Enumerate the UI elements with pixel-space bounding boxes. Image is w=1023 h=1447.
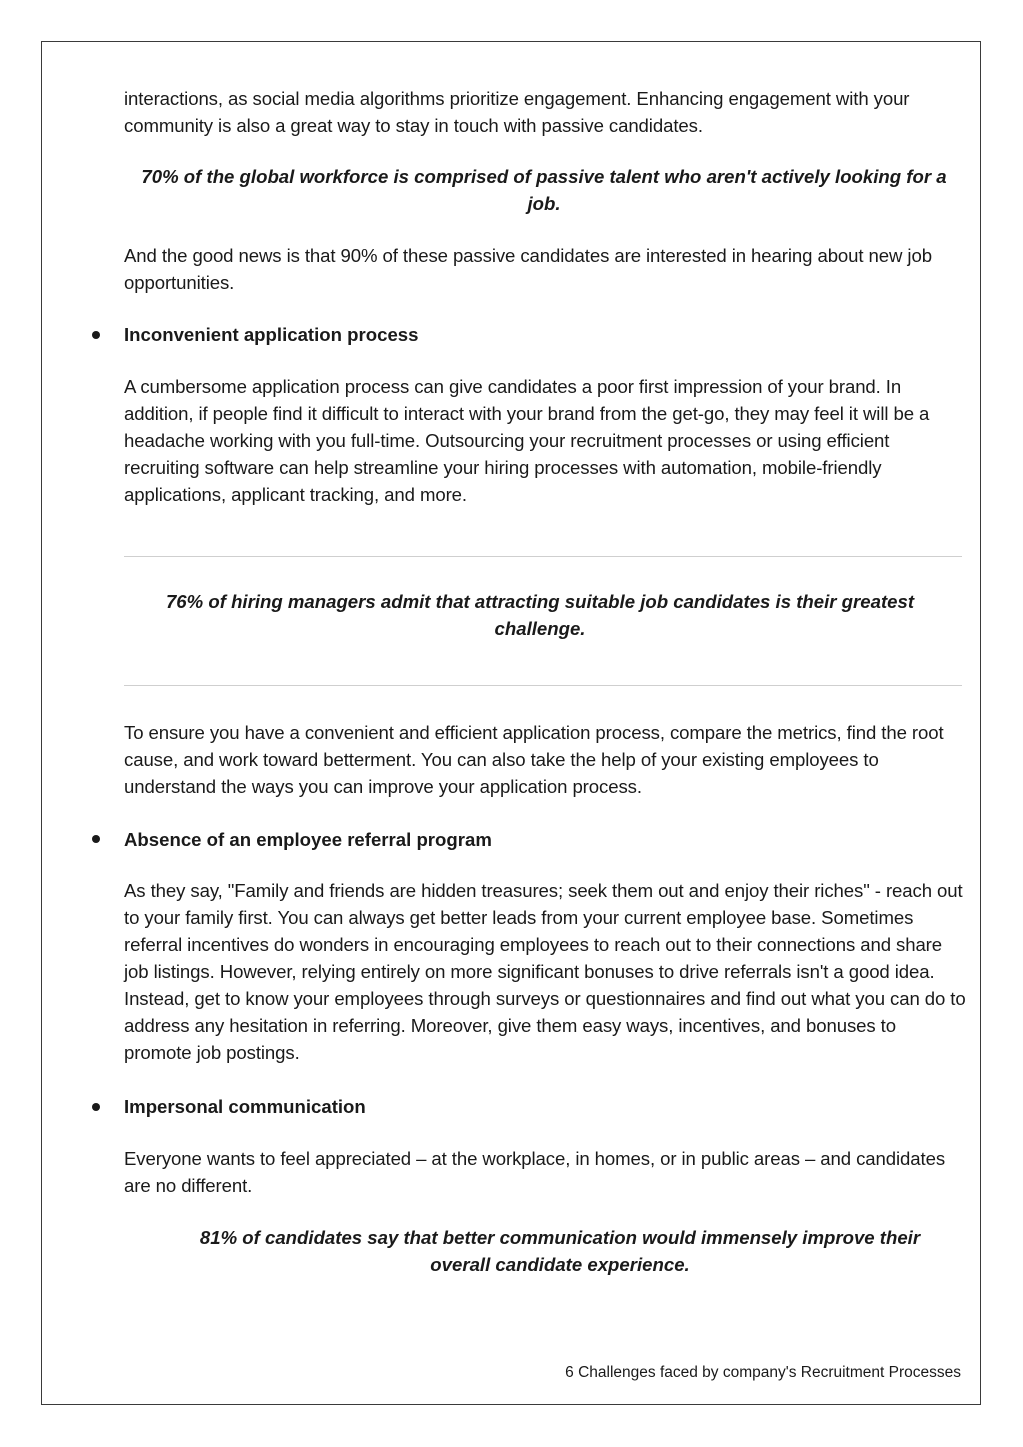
- section-heading-inconvenient-application: Inconvenient application process: [124, 324, 419, 345]
- section-body-inconvenient-application: A cumbersome application process can give candidates a poor first impression of your brand. In addition, if people find it difficult to interact with your brand from the get-go, they may feel it will be a headache working with you full-time. Outsourcing your recruitment processes or using efficient recruiting software can help streamline your hiring processes with automation, mobile-friendly applications, applicant tracking, and more.: [124, 376, 930, 505]
- section-body-impersonal-communication: Everyone wants to feel appreciated – at the workplace, in homes, or in public areas – and candidates are no different.: [124, 1148, 946, 1196]
- section-heading-impersonal-communication: Impersonal communication: [124, 1096, 366, 1117]
- divider-top: [124, 556, 962, 557]
- bullet-icon: [92, 1103, 100, 1111]
- stat-quote-candidate-communication: 81% of candidates say that better communication would immensely improve their overall candidate experience.: [199, 1227, 921, 1275]
- bullet-icon: [92, 331, 100, 339]
- stat-quote-hiring-managers: 76% of hiring managers admit that attracting suitable job candidates is their greatest challenge.: [165, 591, 915, 639]
- bullet-icon: [92, 835, 100, 843]
- paragraph-good-news: And the good news is that 90% of these passive candidates are interested in hearing about new job opportunities.: [124, 245, 932, 293]
- paragraph-improve-application: To ensure you have a convenient and efficient application process, compare the metrics, find the root cause, and work toward betterment. You can also take the help of your existing employees to understand the ways you can improve your application process.: [124, 722, 944, 797]
- section-body-referral-program: As they say, "Family and friends are hidden treasures; seek them out and enjoy their riches" - reach out to your family first. You can always get better leads from your current employee base. Sometimes referral incentives do wonders in encouraging employees to reach out to their connections and share job listings. However, relying entirely on more significant bonuses to drive referrals isn't a good idea. Instead, get to know your employees through surveys or questionnaires and find out what you can do to address any hesitation in referring. Moreover, give them easy ways, incentives, and bonuses to promote job postings.: [124, 880, 966, 1063]
- stat-quote-passive-talent: 70% of the global workforce is comprised of passive talent who aren't actively looking for a job.: [141, 166, 947, 214]
- page-footer: 6 Challenges faced by company's Recruitment Processes: [565, 1364, 961, 1381]
- divider-bottom: [124, 685, 962, 686]
- intro-paragraph: interactions, as social media algorithms prioritize engagement. Enhancing engagement with your community is also a great way to stay in touch with passive candidates.: [124, 88, 910, 136]
- section-heading-referral-program: Absence of an employee referral program: [124, 829, 492, 850]
